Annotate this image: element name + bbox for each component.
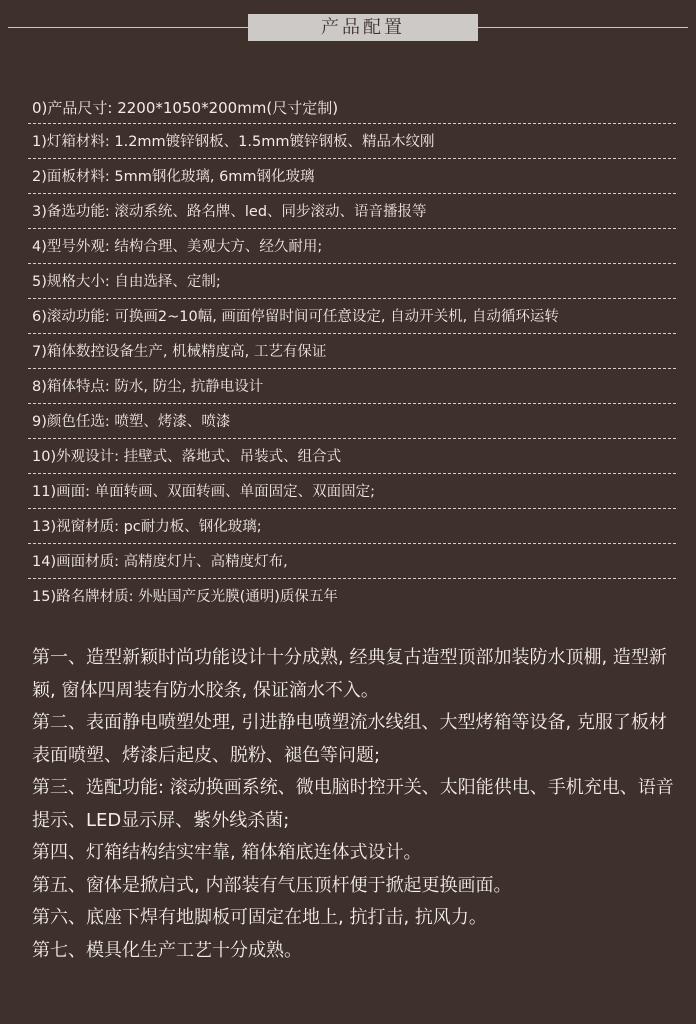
note-6: 第六、底座下焊有地脚板可固定在地上, 抗打击, 抗风力。	[32, 907, 487, 928]
spec-item-appearance: 4)型号外观: 结构合理、美观大方、经久耐用;	[28, 235, 696, 270]
note-2: 第二、表面静电喷塑处理, 引进静电喷塑流水线组、大型烤箱等设备, 克服了板材表面喷塑、烤漆后起皮、脱粉、褪色等问题;	[32, 712, 667, 766]
note-3: 第三、选配功能: 滚动换画系统、微电脑时控开关、太阳能供电、手机充电、语音提示、LED显示屏、紫外线杀菌;	[32, 777, 674, 831]
spec-item-color-options: 9)颜色任选: 喷塑、烤漆、喷漆	[28, 410, 696, 445]
spec-item-size: 0)产品尺寸: 2200*1050*200mm(尺寸定制)	[28, 95, 696, 130]
spec-item-sign-material: 15)路名牌材质: 外贴国产反光膜(通明)质保五年	[32, 589, 338, 605]
spec-item-window-material: 13)视窗材质: pc耐力板、钢化玻璃;	[28, 515, 696, 550]
spec-list	[28, 95, 696, 620]
header-divider-left	[8, 27, 248, 28]
spec-item-panel-material: 2)面板材料: 5mm钢化玻璃, 6mm钢化玻璃	[28, 165, 696, 200]
note-7: 第七、模具化生产工艺十分成熟。	[32, 939, 302, 961]
section-title: 产品配置	[248, 14, 478, 41]
note-5: 第五、窗体是掀启式, 内部装有气压顶杆便于掀起更换画面。	[32, 874, 512, 896]
feature-notes	[32, 642, 682, 967]
spec-item-scroll-function: 6)滚动功能: 可换画2~10幅, 画面停留时间可任意设定, 自动开关机, 自动循环运转	[28, 305, 696, 340]
note-1: 第一、造型新颖时尚功能设计十分成熟, 经典复古造型顶部加装防水顶棚, 造型新颖, 窗体四周装有防水胶条, 保证滴水不入。	[32, 647, 667, 701]
spec-item-optional-features: 3)备选功能: 滚动系统、路名牌、led、同步滚动、语音播报等	[28, 200, 696, 235]
spec-item-box-features: 8)箱体特点: 防水, 防尘, 抗静电设计	[28, 375, 696, 410]
header-divider-right	[478, 27, 688, 28]
spec-item-dimensions: 5)规格大小: 自由选择、定制;	[28, 270, 696, 305]
section-header	[0, 0, 696, 48]
spec-item-cnc-production: 7)箱体数控设备生产, 机械精度高, 工艺有保证	[28, 340, 696, 375]
spec-item-mounting-design: 10)外观设计: 挂壁式、落地式、吊装式、组合式	[28, 445, 696, 480]
note-4: 第四、灯箱结构结实牢靠, 箱体箱底连体式设计。	[32, 842, 422, 863]
spec-item-box-material: 1)灯箱材料: 1.2mm镀锌钢板、1.5mm镀锌钢板、精品木纹刚	[28, 130, 696, 165]
spec-item-display-mode: 11)画面: 单面转画、双面转画、单面固定、双面固定;	[28, 480, 696, 515]
spec-item-image-material: 14)画面材质: 高精度灯片、高精度灯布,	[28, 550, 696, 585]
